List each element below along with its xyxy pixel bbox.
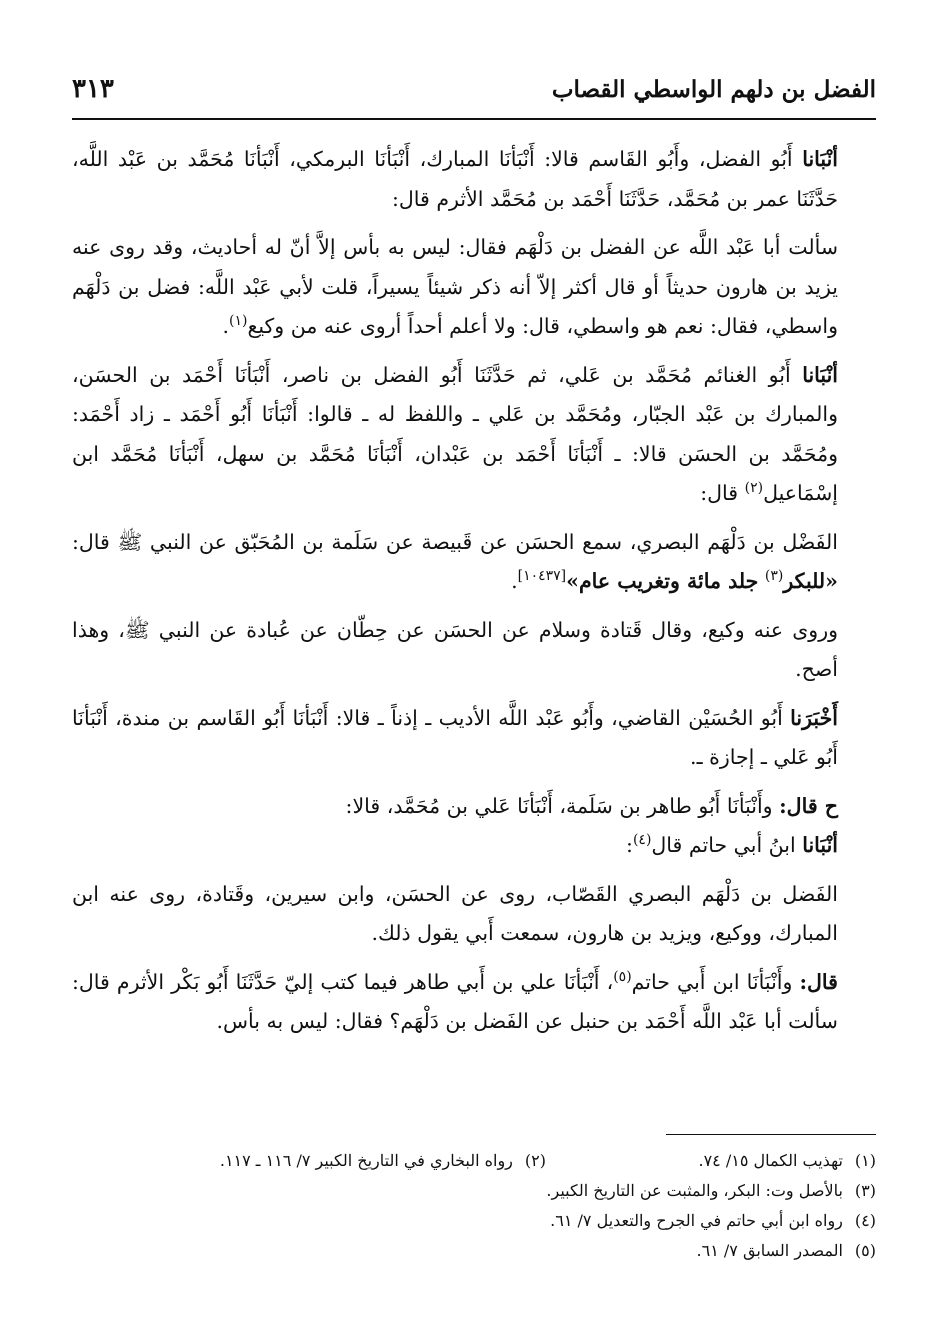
- paragraph-text: وأَنْبَأنَا أَبُو طاهر بن سَلَمة، أَنْبَأنَا عَلي بن مُحَمَّد، قالا:: [345, 793, 773, 818]
- paragraph-end: قال:: [700, 481, 739, 505]
- narration-keyword: أنْبَانا: [802, 362, 838, 387]
- paragraph-text: وأَنْبَأنَا ابن أَبي حاتم: [631, 969, 793, 994]
- footnotes: [72, 1146, 876, 1266]
- paragraph-2: [72, 228, 876, 347]
- footnote-number: (٢): [524, 1151, 546, 1170]
- narration-keyword: أَخْبَرَنا: [790, 705, 838, 730]
- main-text: [72, 140, 876, 1051]
- paragraph-9: [72, 875, 876, 954]
- footnote-text: رواه البخاري في التاريخ الكبير ٧/ ١١٦ ـ ١١٧.: [219, 1151, 513, 1170]
- chapter-title: الفضل بن دلهم الواسطي القصاب: [551, 76, 876, 103]
- footnote-ref[interactable]: (٤): [632, 832, 652, 849]
- footnote-row: [72, 1176, 876, 1206]
- footnote-number: (٣): [854, 1181, 876, 1200]
- paragraph-6: [72, 699, 876, 778]
- paragraph-text: الفَضْل بن دَلْهَم البصري، سمع الحسَن عن قَبيصة عن سَلَمة بن المُحَبّق عن النبي ﷺ قال:: [72, 529, 838, 554]
- paragraph-4: [72, 523, 876, 602]
- narration-keyword: ح قال:: [779, 793, 838, 818]
- paragraph-text: سألت أبا عَبْد اللَّه عن الفضل بن دَلْهَم فقال: ليس به بأس إلاَّ أنّ له أحاديث، وقد روى عنه يزيد بن هارون حديثاً أو قال أكثر إلاّ أنه ذكر شيئاً يسيراً، قلت لأبي عَبْد اللَّه: فضل بن دَلْهَم واسطي، فقال: نعم هو واسطي، قال: ولا أعلم أحداً أروى عنه من وكيع: [72, 235, 838, 338]
- footnote-number: (٥): [854, 1241, 876, 1260]
- footnote-ref[interactable]: (٢): [744, 480, 764, 497]
- paragraph-8: [72, 826, 876, 866]
- narration-keyword: أنْبَانا: [802, 833, 838, 857]
- running-header: [72, 70, 876, 120]
- paragraph-3: [72, 356, 876, 514]
- paragraph-end: :: [626, 833, 633, 857]
- footnote-row: [72, 1236, 876, 1266]
- paragraph-text: أَبُو الفضل، وأَبُو القَاسم قالا: أَنْبَأنَا المبارك، أَنْبَأنَا البرمكي، أَنْبَأنَا مُحَمَّد بن عَبْد اللَّه، حَدَّثَنَا عمر بن مُحَمَّد، حَدَّثَنَا أَحْمَد بن مُحَمَّد الأثرم قال:: [72, 147, 838, 211]
- footnote-3: [546, 1176, 876, 1206]
- footnote-ref[interactable]: (١): [228, 313, 248, 330]
- footnote-ref[interactable]: (٥): [613, 968, 632, 985]
- footnote-ref[interactable]: (٣): [764, 568, 784, 585]
- hadith-quote-start: «للبكر: [783, 569, 838, 593]
- paragraph-10: [72, 963, 876, 1042]
- narration-keyword: أنْبَانا: [802, 147, 838, 171]
- paragraph-1: [72, 140, 876, 219]
- page-number: ٣١٣: [72, 74, 114, 104]
- paragraph-text: ابنُ أبي حاتم قال: [651, 833, 796, 857]
- paragraph-end: .: [222, 314, 229, 338]
- paragraph-end: .: [511, 569, 518, 593]
- footnote-1: [546, 1146, 876, 1176]
- hadith-quote-end: جلد مائة وتغريب عام»: [566, 569, 759, 593]
- paragraph-text: وروى عنه وكيع، وقال قَتادة وسلام عن الحسَن عن حِطّان عن عُبادة عن النبي ﷺ، وهذا أصح.: [72, 617, 838, 681]
- footnote-text: تهذيب الكمال ١٥/ ٧٤.: [698, 1151, 843, 1170]
- paragraph-text: أَبُو الحُسَيْن القاضي، وأَبُو عَبْد اللَّه الأديب ـ إذناً ـ قالا: أَنْبَأنَا أَبُو القَاسم بن مندة، أَنْبَأنَا أَبُو عَلي ـ إجازة ـ.: [72, 705, 838, 769]
- paragraph-5: [72, 611, 876, 690]
- footnote-number: (١): [854, 1151, 876, 1170]
- paragraph-7: [72, 787, 876, 827]
- footnote-text: المصدر السابق ٧/ ٦١.: [696, 1241, 843, 1260]
- footnote-text: بالأصل وت: البكر، والمثبت عن التاريخ الكبير.: [546, 1181, 843, 1200]
- footnote-4: [550, 1206, 876, 1236]
- paragraph-text: ، أَنْبَأنَا علي بن أَبي طاهر فيما كتب إليّ حَدَّثَنَا أَبُو بَكْر الأثرم قال: سألت أبا عَبْد اللَّه أَحْمَد بن حنبل عن الفَضل بن دَلْهَم؟ فقال: ليس به بأس.: [72, 969, 838, 1033]
- footnote-5: [697, 1236, 876, 1266]
- footnote-2: [220, 1146, 546, 1176]
- narration-keyword: قال:: [799, 969, 838, 994]
- paragraph-text: الفَضل بن دَلْهَم البصري القَصّاب، روى عن الحسَن، وابن سيرين، وقَتادة، روى عنه ابن المبارك، ووكيع، ويزيد بن هارون، سمعت أَبي يقول ذلك.: [72, 881, 838, 945]
- hadith-number: [١٠٤٣٧]: [517, 568, 567, 585]
- footnote-text: رواه ابن أبي حاتم في الجرح والتعديل ٧/ ٦١.: [550, 1211, 843, 1230]
- footnote-row: [72, 1146, 876, 1176]
- paragraph-text: أَبُو الغنائم مُحَمَّد بن عَلي، ثم حَدَّثَنَا أَبُو الفضل بن ناصر، أَنْبَأنَا أَحْمَد بن الحسَن، والمبارك بن عَبْد الجبّار، ومُحَمَّد بن عَلي ـ واللفظ له ـ قالوا: أَنْبَأنَا أَبُو أَحْمَد ـ زاد أَحْمَد: ومُحَمَّد بن الحسَن قالا: ـ أَنْبَأنَا أَحْمَد بن عَبْدان، أَنْبَأنَا مُحَمَّد بن سهل، أَنْبَأنَا مُحَمَّد ابن إسْمَاعيل: [72, 362, 838, 505]
- footnote-number: (٤): [854, 1211, 876, 1230]
- footnote-row: [72, 1206, 876, 1236]
- footnote-divider: [666, 1134, 876, 1135]
